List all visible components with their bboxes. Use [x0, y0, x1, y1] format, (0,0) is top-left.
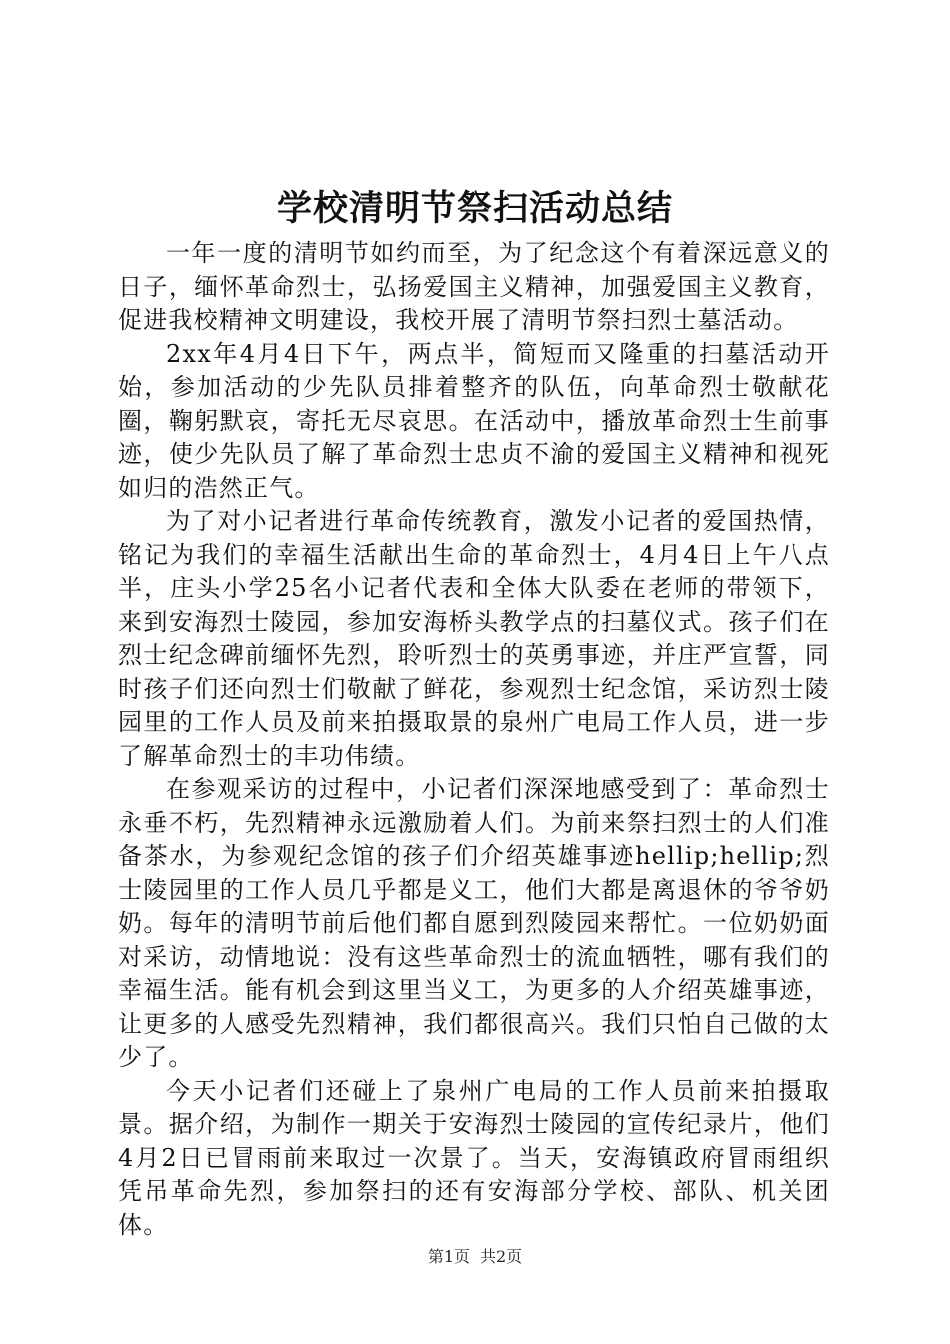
document-body: [118, 237, 830, 1242]
page-footer: [0, 1246, 950, 1268]
paragraph: 为了对小记者进行革命传统教育，激发小记者的爱国热情，铭记为我们的幸福生活献出生命的革命烈士，4月4日上午八点半，庄头小学25名小记者代表和全体大队委在老师的带领下，来到安海烈士陵园，参加安海桥头教学点的扫墓仪式。孩子们在烈士纪念碑前缅怀先烈，聆听烈士的英勇事迹，并庄严宣誓，同时孩子们还向烈士们敬献了鲜花，参观烈士纪念馆，采访烈士陵园里的工作人员及前来拍摄取景的泉州广电局工作人员，进一步了解革命烈士的丰功伟绩。: [118, 507, 830, 770]
page-total: 共2页: [480, 1247, 523, 1266]
paragraph: 今天小记者们还碰上了泉州广电局的工作人员前来拍摄取景。据介绍，为制作一期关于安海烈士陵园的宣传纪录片，他们4月2日已冒雨前来取过一次景了。当天，安海镇政府冒雨组织凭吊革命先烈，参加祭扫的还有安海部分学校、部队、机关团体。: [118, 1076, 830, 1239]
page-number: 第1页: [427, 1247, 470, 1266]
paragraph: 一年一度的清明节如约而至，为了纪念这个有着深远意义的日子，缅怀革命烈士，弘扬爱国主义精神，加强爱国主义教育，促进我校精神文明建设，我校开展了清明节祭扫烈士墓活动。: [118, 239, 830, 334]
paragraph: 在参观采访的过程中，小记者们深深地感受到了：革命烈士永垂不朽，先烈精神永远激励着人们。为前来祭扫烈士的人们准备茶水，为参观纪念馆的孩子们介绍英雄事迹hellip;hellip;烈士陵园里的工作人员几乎都是义工，他们大都是离退休的爷爷奶奶。每年的清明节前后他们都自愿到烈陵园来帮忙。一位奶奶面对采访，动情地说：没有这些革命烈士的流血牺牲，哪有我们的幸福生活。能有机会到这里当义工，为更多的人介绍英雄事迹，让更多的人感受先烈精神，我们都很高兴。我们只怕自己做的太少了。: [118, 775, 830, 1071]
document-title: 学校清明节祭扫活动总结: [276, 188, 673, 229]
paragraph: 2xx年4月4日下午，两点半，简短而又隆重的扫墓活动开始，参加活动的少先队员排着整齐的队伍，向革命烈士敬献花圈，鞠躬默哀，寄托无尽哀思。在活动中，播放革命烈士生前事迹，使少先队员了解了革命烈士忠贞不渝的爱国主义精神和视死如归的浩然正气。: [118, 339, 830, 502]
